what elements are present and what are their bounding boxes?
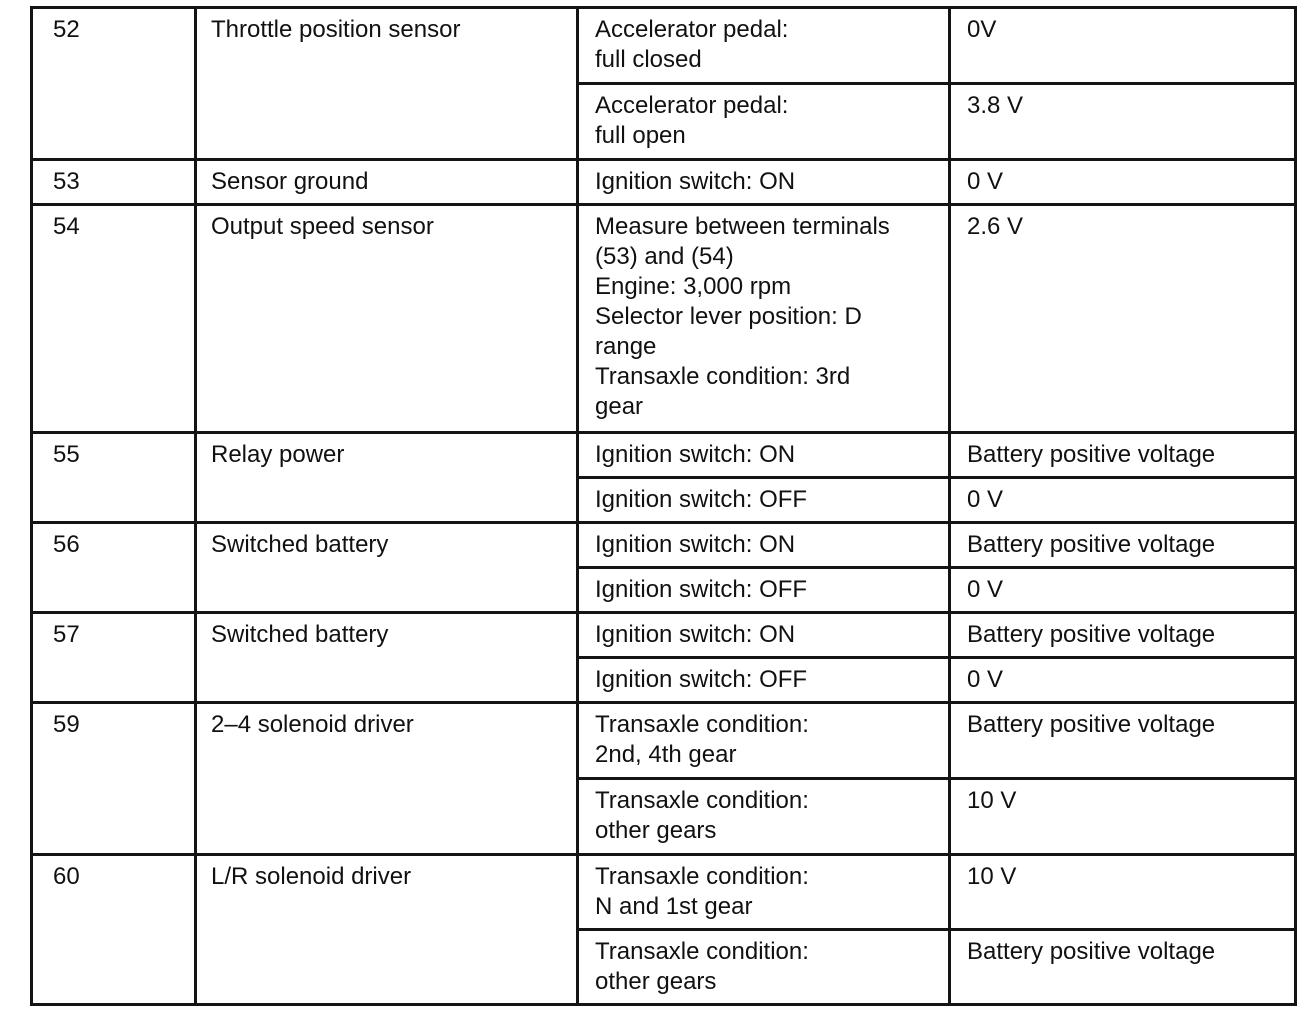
table-row: [32, 703, 1296, 779]
value-cell: Battery positive voltage: [950, 703, 1296, 779]
table-row: [32, 205, 1296, 433]
table-row: [32, 613, 1296, 658]
terminal-number: 59: [32, 703, 196, 855]
condition-cell: Transaxle condition: N and 1st gear: [578, 855, 950, 930]
signal-name: L/R solenoid driver: [196, 855, 578, 1005]
value-cell: 0V: [950, 8, 1296, 84]
terminal-number: 56: [32, 523, 196, 613]
condition-cell: Transaxle condition: other gears: [578, 930, 950, 1005]
table-row: [32, 160, 1296, 205]
terminal-voltage-table: [30, 6, 1297, 1006]
signal-name: Throttle position sensor: [196, 8, 578, 160]
value-cell: 0 V: [950, 478, 1296, 523]
value-cell: Battery positive voltage: [950, 613, 1296, 658]
signal-name: Switched battery: [196, 523, 578, 613]
condition-cell: Ignition switch: ON: [578, 433, 950, 478]
table-row: [32, 523, 1296, 568]
signal-name: 2–4 solenoid driver: [196, 703, 578, 855]
signal-name: Output speed sensor: [196, 205, 578, 433]
terminal-number: 52: [32, 8, 196, 160]
value-cell: 2.6 V: [950, 205, 1296, 433]
condition-cell: Ignition switch: ON: [578, 523, 950, 568]
value-cell: 10 V: [950, 855, 1296, 930]
table-row: [32, 855, 1296, 930]
signal-name: Sensor ground: [196, 160, 578, 205]
table-row: [32, 8, 1296, 84]
value-cell: Battery positive voltage: [950, 930, 1296, 1005]
condition-cell: Ignition switch: OFF: [578, 658, 950, 703]
terminal-number: 57: [32, 613, 196, 703]
terminal-number: 60: [32, 855, 196, 1005]
terminal-number: 53: [32, 160, 196, 205]
value-cell: 0 V: [950, 160, 1296, 205]
condition-cell: Transaxle condition: other gears: [578, 779, 950, 855]
value-cell: 0 V: [950, 658, 1296, 703]
condition-cell: Ignition switch: ON: [578, 613, 950, 658]
condition-cell: Ignition switch: OFF: [578, 568, 950, 613]
value-cell: 0 V: [950, 568, 1296, 613]
condition-cell: Accelerator pedal: full open: [578, 84, 950, 160]
table-row: [32, 433, 1296, 478]
terminal-number: 55: [32, 433, 196, 523]
terminal-number: 54: [32, 205, 196, 433]
condition-cell: Transaxle condition: 2nd, 4th gear: [578, 703, 950, 779]
condition-cell: Ignition switch: ON: [578, 160, 950, 205]
value-cell: 3.8 V: [950, 84, 1296, 160]
condition-cell: Measure between terminals (53) and (54) Engine: 3,000 rpm Selector lever position: D range Transaxle condition: 3rd gear: [578, 205, 950, 433]
signal-name: Relay power: [196, 433, 578, 523]
condition-cell: Accelerator pedal: full closed: [578, 8, 950, 84]
value-cell: Battery positive voltage: [950, 433, 1296, 478]
value-cell: Battery positive voltage: [950, 523, 1296, 568]
document-sheet: [30, 6, 1294, 1006]
signal-name: Switched battery: [196, 613, 578, 703]
condition-cell: Ignition switch: OFF: [578, 478, 950, 523]
value-cell: 10 V: [950, 779, 1296, 855]
